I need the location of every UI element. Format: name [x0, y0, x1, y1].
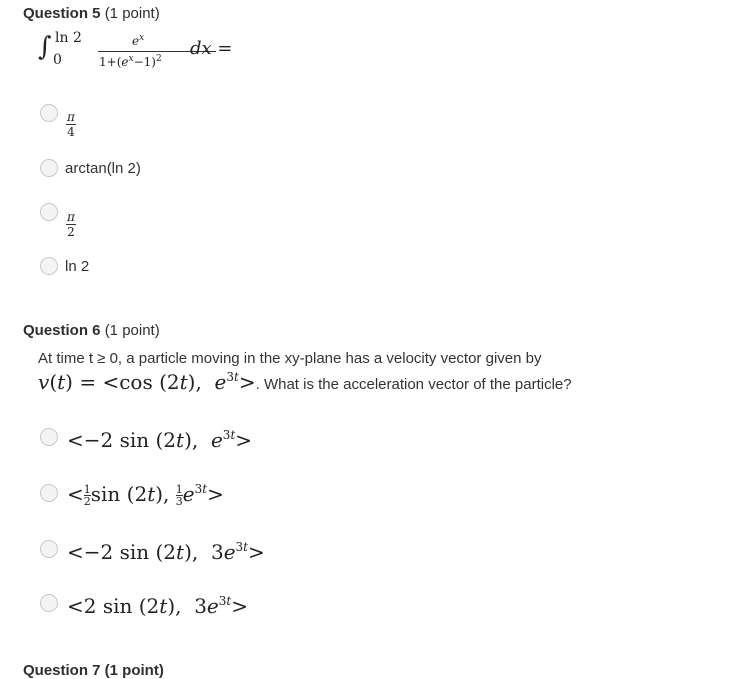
option-3-numerator: π — [67, 210, 75, 224]
option-a-label: <−2 sin (2t), $e^{3t}>$ — [67, 428, 253, 452]
option-c-radio[interactable] — [40, 540, 58, 558]
question-points: (1 point) — [104, 322, 160, 339]
question-6-prompt-line-2 — [38, 370, 572, 394]
question-6-question: . What is the acceleration vector of the particle? — [255, 376, 572, 393]
option-2-radio[interactable] — [40, 159, 58, 177]
integral-upper-limit: ln 2 — [55, 30, 82, 46]
option-1-numerator: π — [67, 110, 75, 124]
question-label: Question 6 — [23, 322, 101, 339]
option-3-denominator: 2 — [67, 225, 75, 239]
option-1-radio[interactable] — [40, 104, 58, 122]
integrand-denominator: $1+(e^x-1)^2$ — [99, 54, 162, 69]
question-label: Question 5 — [23, 5, 101, 22]
integrand-numerator: $e^x$ — [132, 33, 145, 48]
option-1-denominator: 4 — [67, 125, 75, 139]
integral-tail: dx = — [190, 38, 233, 59]
option-4-radio[interactable] — [40, 257, 58, 275]
integral-lower-limit: 0 — [53, 52, 62, 68]
option-a-radio[interactable] — [40, 428, 58, 446]
option-d-radio[interactable] — [40, 594, 58, 612]
question-5-header — [23, 5, 160, 22]
option-b-label: < $\frac{1}{2}$ sin (2t), $\frac{1}{3}$ $e^{3t}>$ — [67, 482, 224, 508]
option-2-label: arctan(ln 2) — [65, 160, 141, 177]
velocity-vector: v(t) = <cos (2t), $e^{3t}>$ — [38, 370, 256, 394]
integral-sign: ∫ — [38, 32, 52, 62]
question-6-header — [23, 322, 160, 339]
question-7-header: Question 7 (1 point) — [23, 662, 164, 679]
option-4-label: ln 2 — [65, 258, 90, 275]
option-d-label: <2 sin (2t), $3e^{3t}>$ — [67, 594, 248, 618]
option-3-radio[interactable] — [40, 203, 58, 221]
option-c-label: <−2 sin (2t), $3e^{3t}>$ — [67, 540, 265, 564]
question-points: (1 point) — [104, 5, 160, 22]
option-1-label — [66, 106, 76, 138]
option-b-radio[interactable] — [40, 484, 58, 502]
integral-expression — [38, 30, 258, 78]
question-6-prompt-line-1: At time t ≥ 0, a particle moving in the xy-plane has a velocity vector given by — [38, 350, 542, 367]
option-3-label — [66, 206, 76, 238]
